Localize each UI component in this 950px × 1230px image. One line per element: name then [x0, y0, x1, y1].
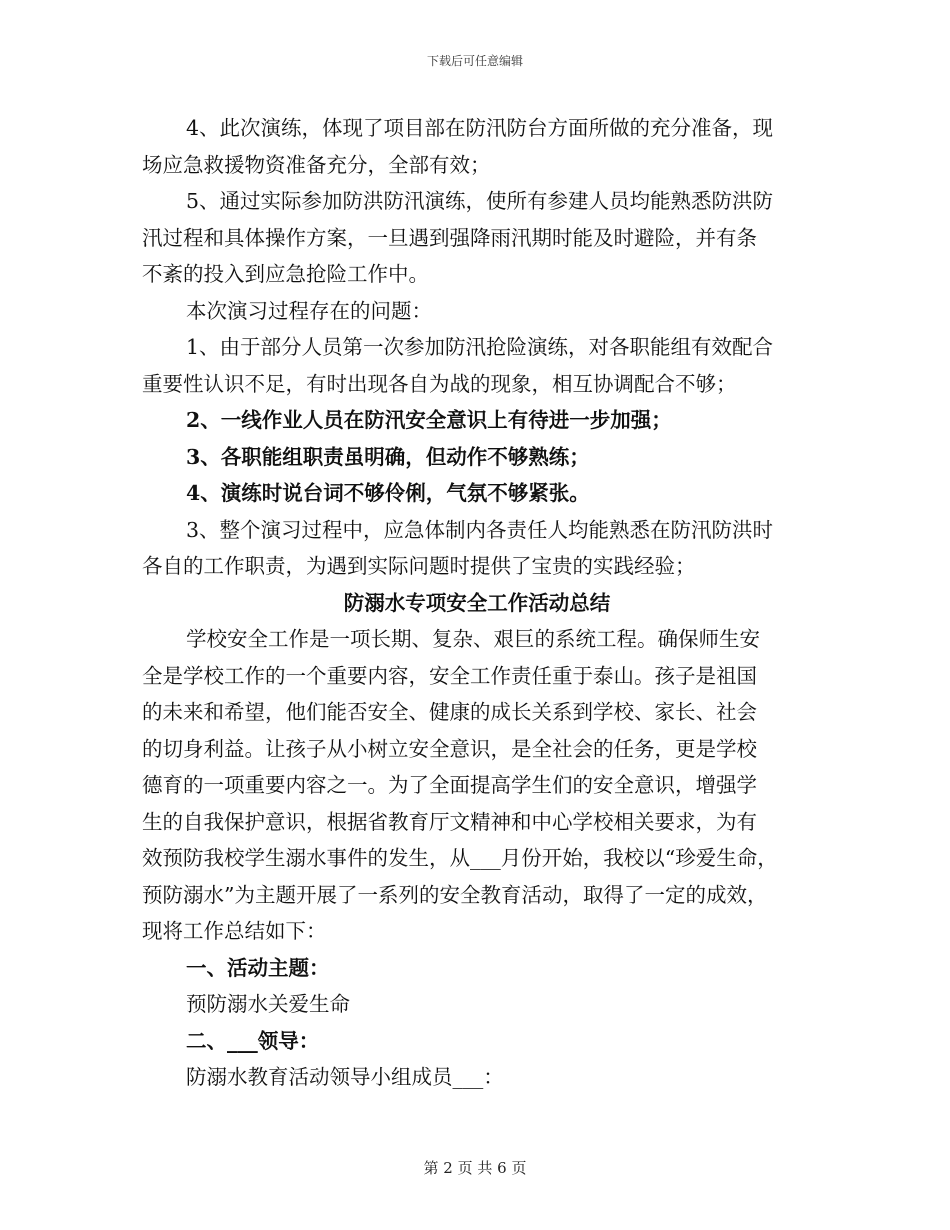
text-line: 效预防我校学生溺水事件的发生，从___月份开始，我校以“珍爱生命， — [142, 846, 778, 870]
text-line: 4、演练时说台词不够伶俐，气氛不够紧张。 — [186, 481, 590, 505]
text-line: 一、活动主题： — [186, 955, 330, 980]
section-title: 防溺水专项安全工作活动总结 — [343, 590, 611, 615]
text-line: 生的自我保护意识，根据省教育厅文精神和中心学校相关要求，为有 — [142, 809, 757, 834]
text-line: 预防溺水关爱生命 — [186, 992, 350, 1016]
text-line: 5、通过实际参加防洪防汛演练，使所有参建人员均能熟悉防洪防 — [186, 189, 774, 213]
text-line: 1、由于部分人员第一次参加防汛抢险演练，对各职能组有效配合 — [186, 335, 774, 359]
text-line: 场应急救援物资准备充分，全部有效； — [142, 152, 491, 177]
text-line: 的未来和希望，他们能否安全、健康的成长关系到学校、家长、社会 — [142, 700, 757, 724]
text-line: 防溺水教育活动领导小组成员___： — [186, 1065, 504, 1089]
text-line: 重要性认识不足，有时出现各自为战的现象，相互协调配合不够； — [142, 371, 737, 396]
text-line: 各自的工作职责，为遇到实际问题时提供了宝贵的实践经验； — [142, 554, 696, 578]
text-line: 二、___领导： — [186, 1028, 320, 1053]
text-line: 3、各职能组职责虽明确，但动作不够熟练； — [186, 444, 590, 469]
text-line: 2、一线作业人员在防汛安全意识上有待进一步加强； — [186, 408, 672, 432]
text-line: 德育的一项重要内容之一。为了全面提高学生们的安全意识，增强学 — [142, 773, 757, 797]
text-line: 学校安全工作是一项长期、复杂、艰巨的系统工程。确保师生安 — [186, 627, 760, 651]
text-line: 本次演习过程存在的问题： — [186, 298, 432, 323]
page-footer: 第 2 页 共 6 页 — [423, 1159, 527, 1177]
page-header: 下载后可任意编辑 — [426, 54, 523, 68]
text-line: 不紊的投入到应急抢险工作中。 — [142, 262, 429, 286]
text-line: 4、此次演练，体现了项目部在防汛防台方面所做的充分准备，现 — [186, 116, 774, 140]
document-body — [142, 110, 812, 1096]
text-line: 的切身利益。让孩子从小树立安全意识，是全社会的任务，更是学校 — [142, 736, 757, 761]
text-line: 汛过程和具体操作方案，一旦遇到强降雨汛期时能及时避险，并有条 — [142, 225, 757, 250]
text-line: 全是学校工作的一个重要内容，安全工作责任重于泰山。孩子是祖国 — [142, 663, 757, 688]
text-line: 现将工作总结如下： — [142, 919, 327, 943]
text-line: 3、整个演习过程中，应急体制内各责任人均能熟悉在防汛防洪时 — [186, 517, 774, 542]
text-line: 预防溺水”为主题开展了一系列的安全教育活动，取得了一定的成效， — [142, 882, 768, 907]
